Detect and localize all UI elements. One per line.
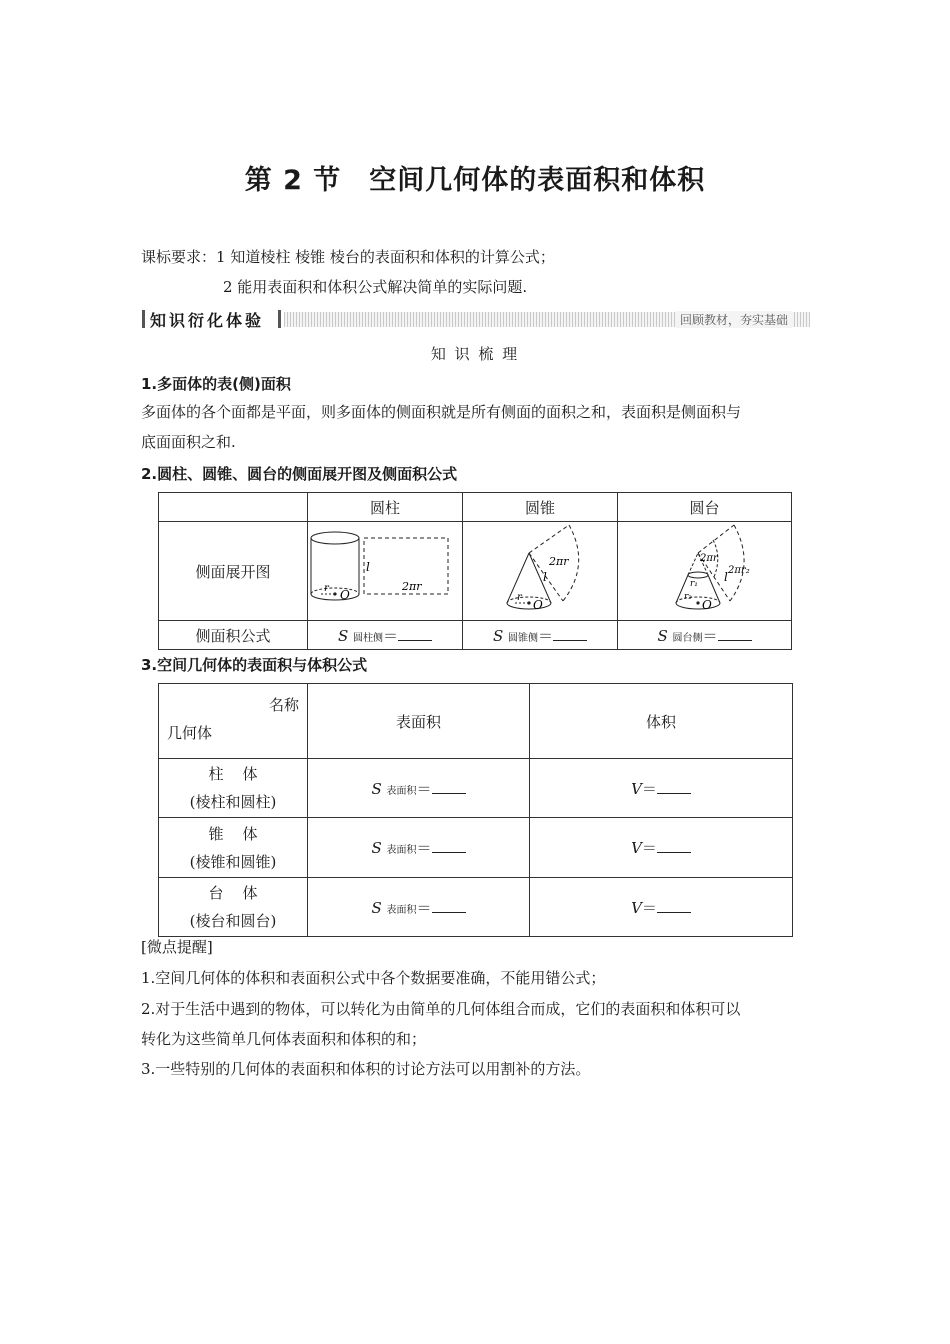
solid-sub: (棱台和圆台) (189, 912, 277, 930)
formula-label: 侧面积公式 (159, 621, 308, 650)
notes-heading: [微点提醒] (141, 938, 213, 956)
section-3-heading: 3.空间几何体的表面积与体积公式 (141, 656, 368, 674)
note-3: 3.一些特别的几何体的表面积和体积的讨论方法可以用割补的方法。 (141, 1060, 591, 1078)
header-cone: 圆锥 (463, 493, 618, 522)
equals-sign: ＝ (416, 898, 432, 917)
cylinder-formula (308, 621, 463, 650)
row-pyramid-volume (530, 818, 793, 878)
unfold-label: 侧面展开图 (159, 522, 308, 621)
requirement-2: 2 能用表面积和体积公式解决简单的实际问题. (223, 278, 528, 296)
equals-sign: ＝ (641, 839, 657, 857)
equals-sign: ＝ (416, 779, 432, 798)
answer-blank[interactable] (432, 779, 466, 794)
cyl-l-label: l (366, 560, 370, 574)
cone-c-label: 2πr (549, 555, 569, 568)
equals-sign: ＝ (641, 779, 657, 798)
header-surface: 表面积 (308, 684, 530, 759)
solid-sub: (棱柱和圆柱) (189, 793, 277, 811)
cyl-c-label: 2πr (402, 580, 422, 593)
frustum-c2-label: 2πr₂ (727, 565, 750, 576)
section-2-heading: 2.圆柱、圆锥、圆台的侧面展开图及侧面积公式 (141, 465, 458, 483)
area-volume-table (158, 683, 793, 937)
answer-blank[interactable] (718, 626, 752, 641)
cyl-r-label: r (324, 583, 329, 594)
header-cylinder: 圆柱 (308, 493, 463, 522)
cone-figure-cell (463, 522, 618, 621)
answer-blank[interactable] (657, 898, 691, 913)
solid-name: 锥 体 (208, 824, 258, 843)
frustum-r1-label: r₁ (689, 579, 698, 589)
v-symbol: V (631, 898, 642, 917)
solid-name: 柱 体 (208, 765, 258, 783)
row-frustum-volume (530, 878, 793, 937)
corner-bottom-label: 几何体 (167, 724, 213, 742)
equals-sign: ＝ (538, 626, 554, 645)
solid-sub: (棱锥和圆锥) (189, 852, 277, 871)
row-frustum-name (159, 878, 308, 937)
section-banner (142, 308, 810, 330)
section-1-heading: 1.多面体的表(侧)面积 (141, 375, 291, 393)
page-title (0, 158, 950, 197)
cone-r-label: r (517, 592, 522, 603)
frustum-c1-label: 2πr (699, 553, 718, 564)
equals-sign: ＝ (383, 626, 399, 645)
s-symbol: S (371, 839, 382, 857)
note-2-line-2: 转化为这些简单几何体表面积和体积的和； (141, 1030, 427, 1048)
lateral-area-table (158, 492, 792, 650)
surface-subscript: 表面积 (386, 904, 417, 916)
cone-net-figure (465, 523, 615, 615)
section-1-line-1: 多面体的各个面都是平面，则多面体的侧面积就是所有侧面的面积之和，表面积是侧面积与 (141, 403, 742, 421)
row-pyramid-surface (308, 818, 530, 878)
frustum-formula (618, 621, 792, 650)
row-prism-surface (308, 759, 530, 818)
answer-blank[interactable] (398, 626, 432, 641)
section-number: 第 2 节 (244, 165, 342, 196)
v-symbol: V (631, 839, 642, 857)
s-symbol: S (337, 626, 349, 645)
header-frustum: 圆台 (618, 493, 792, 522)
frustum-r2-label: r₂ (683, 592, 692, 602)
s-symbol: S (657, 626, 668, 645)
row-frustum-surface (308, 878, 530, 937)
banner-bar-right (278, 310, 281, 328)
cylinder-net-figure (310, 524, 460, 614)
cone-formula (463, 621, 618, 650)
knowledge-subtitle: 知 识 梳 理 (430, 345, 520, 363)
answer-blank[interactable] (553, 626, 587, 641)
row-prism-name (159, 759, 308, 818)
note-1: 1.空间几何体的体积和表面积公式中各个数据要准确，不能用错公式； (141, 969, 606, 987)
solid-name: 台 体 (208, 884, 258, 902)
formula-subscript: 圆柱侧 (353, 632, 384, 644)
note-2-line-1: 2.对于生活中遇到的物体，可以转化为由简单的几何体组合而成，它们的表面积和体积可以 (141, 1000, 741, 1018)
s-symbol: S (371, 898, 382, 917)
frustum-o-label: O (701, 598, 712, 612)
s-symbol: S (492, 626, 504, 645)
v-symbol: V (631, 779, 642, 798)
frustum-l-label: l (723, 570, 728, 584)
header-volume: 体积 (530, 684, 793, 759)
equals-sign: ＝ (702, 626, 718, 645)
s-symbol: S (371, 779, 382, 798)
banner-tag: 回顾教材，夯实基础 (676, 311, 792, 328)
surface-subscript: 表面积 (386, 845, 417, 856)
requirements-label: 课标要求： (141, 248, 217, 266)
cone-o-label: O (533, 598, 543, 612)
banner-title: 知识衍化体验 (150, 311, 265, 330)
answer-blank[interactable] (657, 838, 691, 853)
corner-cell (159, 684, 308, 759)
requirement-1: 1 知道棱柱 棱锥 棱台的表面积和体积的计算公式； (216, 248, 555, 266)
frustum-net-figure (630, 523, 780, 615)
answer-blank[interactable] (657, 779, 691, 794)
empty-header-cell (159, 493, 308, 522)
frustum-figure-cell (618, 522, 792, 621)
answer-blank[interactable] (432, 838, 466, 853)
corner-top-label: 名称 (268, 696, 299, 714)
surface-subscript: 表面积 (386, 785, 417, 797)
cone-l-label: l (543, 570, 547, 584)
cylinder-figure-cell (308, 522, 463, 621)
requirements-line-1 (141, 247, 555, 267)
cyl-o-label: O (340, 588, 350, 602)
answer-blank[interactable] (432, 898, 466, 913)
formula-subscript: 圆锥侧 (508, 632, 539, 644)
section-1-line-2: 底面面积之和. (141, 433, 236, 451)
equals-sign: ＝ (641, 898, 657, 917)
banner-bar-left (142, 310, 145, 328)
equals-sign: ＝ (416, 839, 432, 857)
formula-subscript: 圆台侧 (672, 632, 703, 644)
row-pyramid-name (159, 818, 308, 878)
row-prism-volume (530, 759, 793, 818)
section-topic: 空间几何体的表面积和体积 (369, 165, 706, 196)
